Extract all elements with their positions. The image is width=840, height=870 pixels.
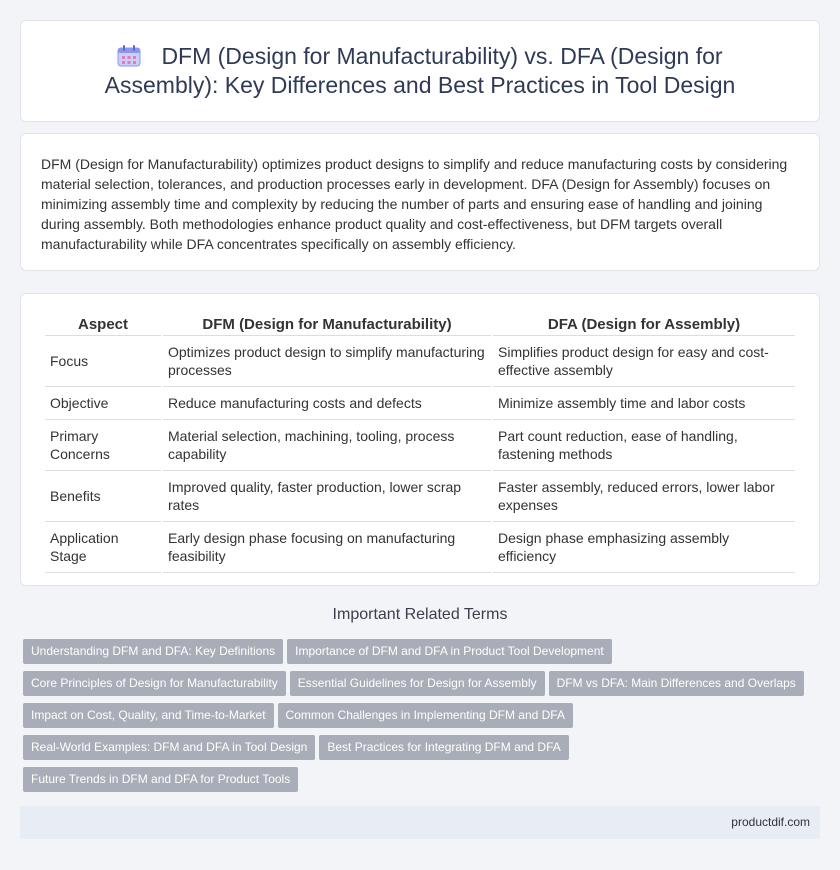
- comparison-table-card: [20, 293, 820, 586]
- column-header-dfm: DFM (Design for Manufacturability): [163, 312, 491, 336]
- related-term-tag[interactable]: Understanding DFM and DFA: Key Definitions: [23, 639, 283, 664]
- related-term-tag[interactable]: Best Practices for Integrating DFM and DFA: [319, 735, 568, 760]
- related-term-tag[interactable]: Impact on Cost, Quality, and Time-to-Market: [23, 703, 274, 728]
- dfa-cell: Part count reduction, ease of handling, fastening methods: [493, 420, 795, 471]
- column-header-dfa: DFA (Design for Assembly): [493, 312, 795, 336]
- related-terms-list: [23, 639, 823, 799]
- aspect-cell: Focus: [45, 336, 161, 387]
- comparison-table: [43, 312, 797, 573]
- dfa-cell: Minimize assembly time and labor costs: [493, 387, 795, 420]
- dfa-cell: Design phase emphasizing assembly efficiency: [493, 522, 795, 573]
- dfa-cell: Simplifies product design for easy and cost-effective assembly: [493, 336, 795, 387]
- table-row: [45, 387, 795, 420]
- title-card: [20, 20, 820, 122]
- intro-card: [20, 133, 820, 271]
- column-header-aspect: Aspect: [45, 312, 161, 336]
- dfm-cell: Material selection, machining, tooling, process capability: [163, 420, 491, 471]
- aspect-cell: Primary Concerns: [45, 420, 161, 471]
- page-title-text: DFM (Design for Manufacturability) vs. DFA (Design for Assembly): Key Differences and Best Practices in Tool Design: [104, 43, 736, 98]
- dfm-cell: Reduce manufacturing costs and defects: [163, 387, 491, 420]
- page-title: [70, 42, 770, 100]
- intro-text: DFM (Design for Manufacturability) optimizes product designs to simplify and reduce manufacturing costs by considering material selection, tolerances, and production processes early in development. DFA (Design for Assembly) focuses on minimizing assembly time and complexity by reducing the number of parts and ensuring ease of handling and joining during assembly. Both methodologies enhance product quality and cost-effectiveness, but DFM targets overall manufacturability while DFA concentrates specifically on assembly efficiency.: [41, 156, 788, 252]
- table-row: [45, 336, 795, 387]
- table-row: [45, 471, 795, 522]
- related-term-tag[interactable]: Essential Guidelines for Design for Assembly: [290, 671, 545, 696]
- related-term-tag[interactable]: DFM vs DFA: Main Differences and Overlaps: [549, 671, 804, 696]
- related-term-tag[interactable]: Core Principles of Design for Manufacturability: [23, 671, 286, 696]
- table-row: [45, 420, 795, 471]
- dfa-cell: Faster assembly, reduced errors, lower labor expenses: [493, 471, 795, 522]
- dfm-cell: Improved quality, faster production, lower scrap rates: [163, 471, 491, 522]
- related-term-tag[interactable]: Importance of DFM and DFA in Product Tool Development: [287, 639, 612, 664]
- footer-site-link[interactable]: productdif.com: [731, 815, 810, 829]
- related-term-tag[interactable]: Real-World Examples: DFM and DFA in Tool Design: [23, 735, 315, 760]
- footer: [20, 806, 820, 839]
- table-header-row: [45, 312, 795, 336]
- aspect-cell: Objective: [45, 387, 161, 420]
- related-terms-title: Important Related Terms: [332, 606, 508, 623]
- related-term-tag[interactable]: Common Challenges in Implementing DFM and DFA: [278, 703, 573, 728]
- dfm-cell: Optimizes product design to simplify manufacturing processes: [163, 336, 491, 387]
- aspect-cell: Application Stage: [45, 522, 161, 573]
- related-term-tag[interactable]: Future Trends in DFM and DFA for Product Tools: [23, 767, 298, 792]
- aspect-cell: Benefits: [45, 471, 161, 522]
- calendar-icon: [117, 45, 141, 67]
- table-row: [45, 522, 795, 573]
- dfm-cell: Early design phase focusing on manufacturing feasibility: [163, 522, 491, 573]
